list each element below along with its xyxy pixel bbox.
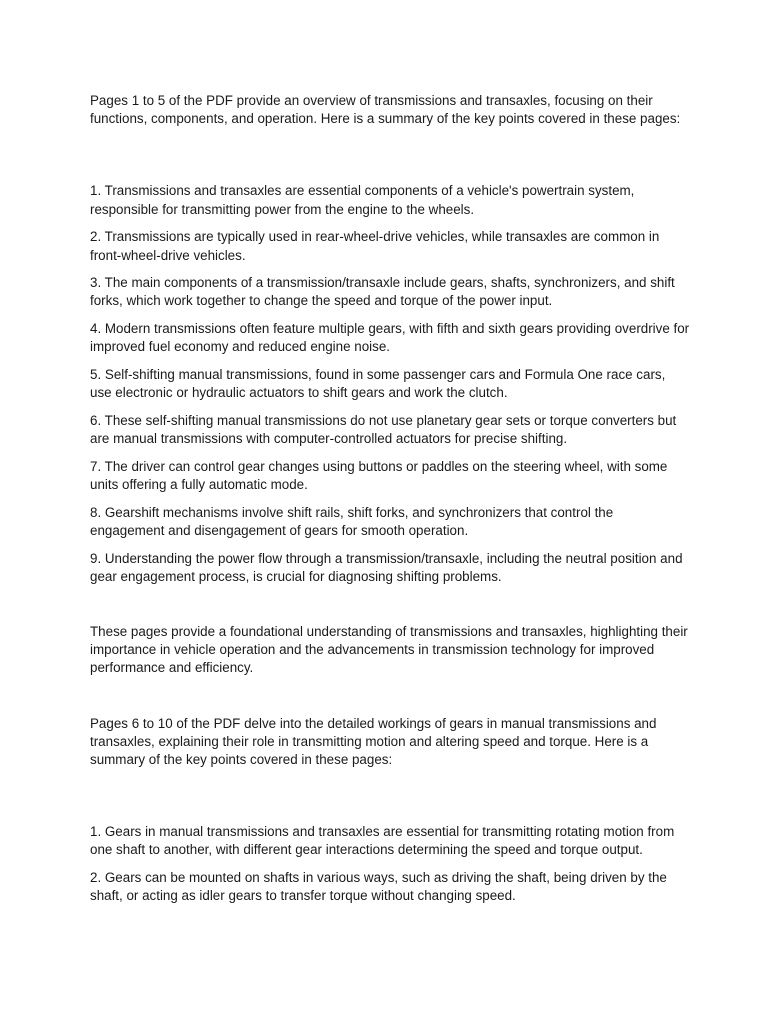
section1-item-3: 3. The main components of a transmission/transaxle include gears, shafts, synchronizers, and shift forks, which work together to change the speed and torque of the power input.	[90, 275, 675, 309]
section2-item-2: 2. Gears can be mounted on shafts in various ways, such as driving the shaft, being driven by the shaft, or acting as idler gears to transfer torque without changing speed.	[90, 870, 667, 904]
section1-item-5: 5. Self-shifting manual transmissions, found in some passenger cars and Formula One race cars, use electronic or hydraulic actuators to shift gears and work the clutch.	[90, 367, 666, 401]
section1-intro: Pages 1 to 5 of the PDF provide an overview of transmissions and transaxles, focusing on their functions, components, and operation. Here is a summary of the key points covered in these pages:	[90, 93, 681, 127]
section1-list	[90, 182, 690, 586]
document-body	[90, 92, 690, 915]
section1-item-6: 6. These self-shifting manual transmissions do not use planetary gear sets or torque converters but are manual transmissions with computer-controlled actuators for precise shifting.	[90, 412, 677, 447]
section1-item-1: 1. Transmissions and transaxles are essential components of a vehicle's powertrain system, responsible for transmitting power from the engine to the wheels.	[90, 183, 635, 217]
section1-item-4: 4. Modern transmissions often feature multiple gears, with fifth and sixth gears providing overdrive for improved fuel economy and reduced engine noise.	[90, 321, 690, 355]
section1-item-9: 9. Understanding the power flow through a transmission/transaxle, including the neutral position and gear engagement process, is crucial for diagnosing shifting problems.	[90, 550, 683, 584]
section2-item-1: 1. Gears in manual transmissions and transaxles are essential for transmitting rotating motion from one shaft to another, with different gear interactions determining the speed and torque output.	[90, 824, 675, 858]
section2-intro: Pages 6 to 10 of the PDF delve into the detailed workings of gears in manual transmissions and transaxles, explaining their role in transmitting motion and altering speed and torque. Here is a summary of the key points covered in these pages:	[90, 715, 657, 768]
section1-item-8: 8. Gearshift mechanisms involve shift rails, shift forks, and synchronizers that control the engagement and disengagement of gears for smooth operation.	[90, 504, 614, 538]
section2-list	[90, 823, 690, 905]
section1-item-7: 7. The driver can control gear changes using buttons or paddles on the steering wheel, with some units offering a fully automatic mode.	[90, 458, 668, 493]
section1-item-2: 2. Transmissions are typically used in rear-wheel-drive vehicles, while transaxles are common in front-wheel-drive vehicles.	[90, 229, 660, 263]
section1-conclusion: These pages provide a foundational understanding of transmissions and transaxles, highlighting their importance in vehicle operation and the advancements in transmission technology for improved performance and efficiency.	[90, 624, 688, 676]
